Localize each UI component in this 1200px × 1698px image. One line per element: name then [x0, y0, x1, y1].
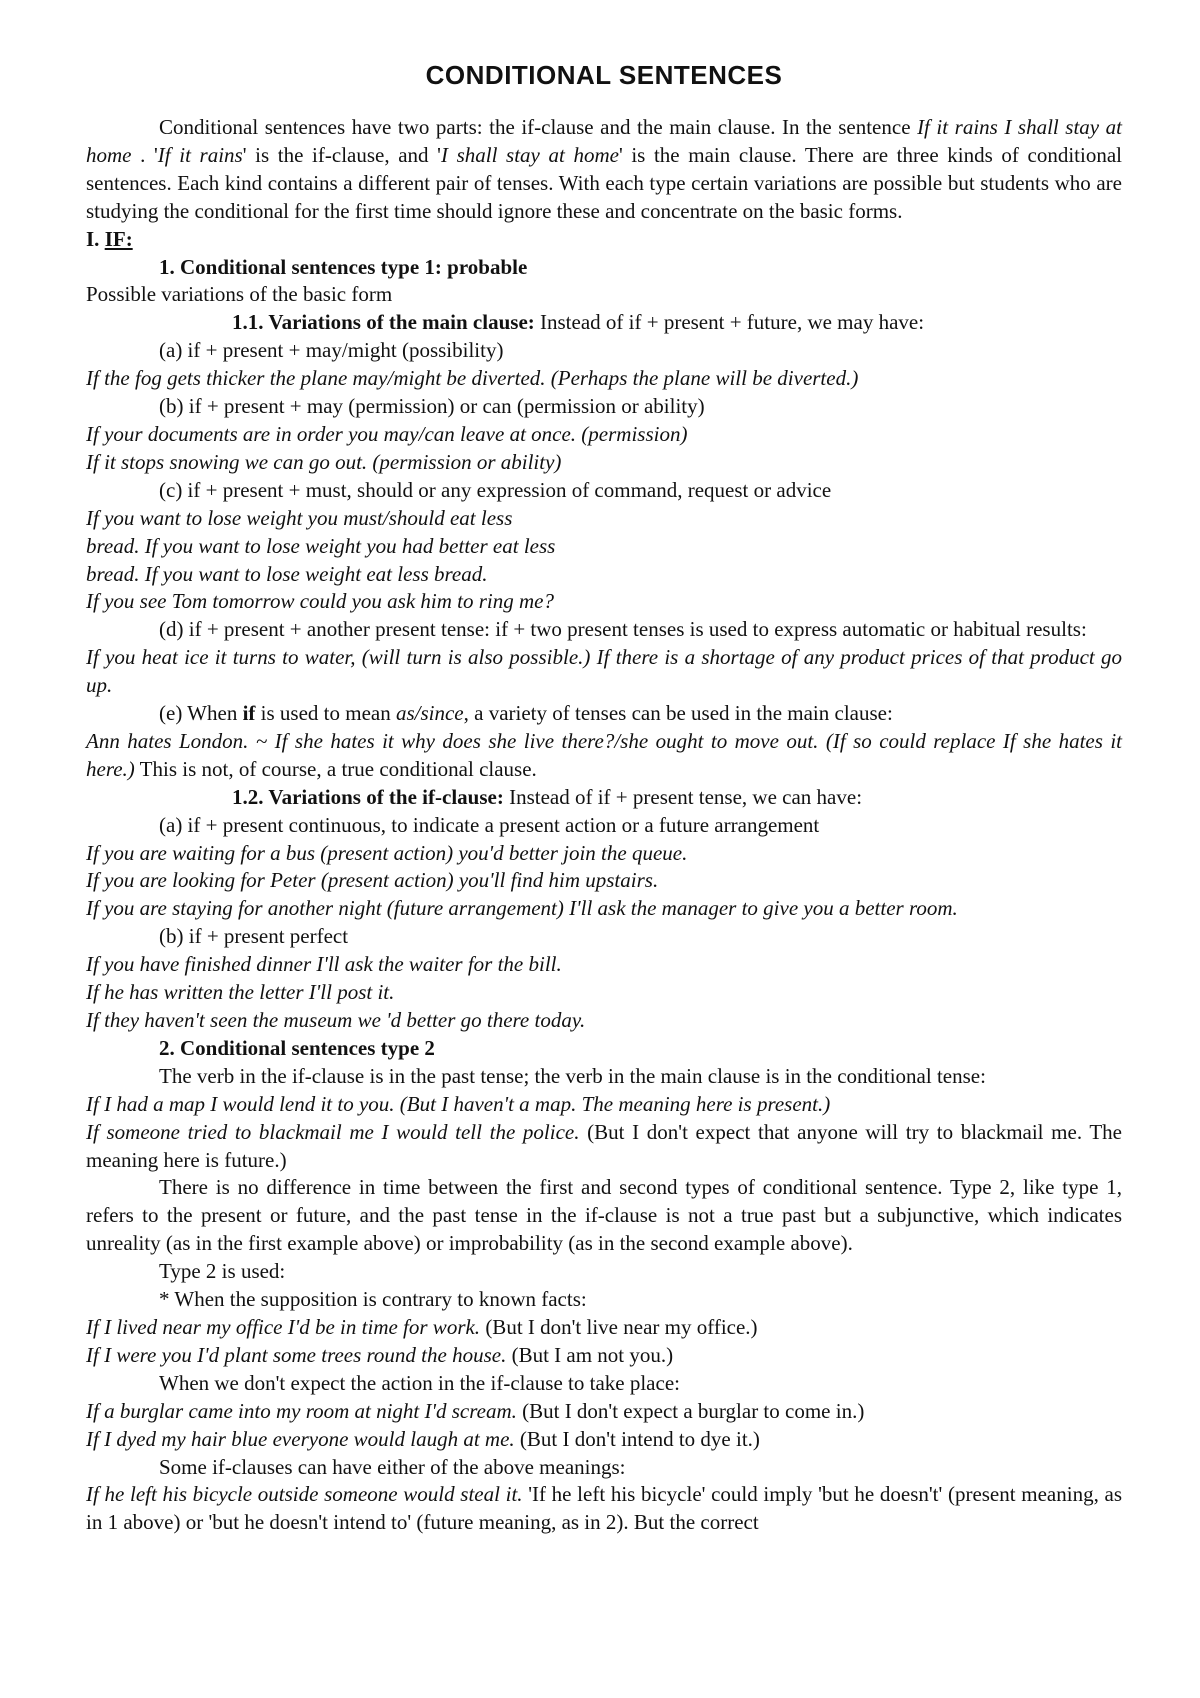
- example: If the fog gets thicker the plane may/might be diverted. (Perhaps the plane will be diverted.): [86, 366, 859, 391]
- example: If it stops snowing we can go out. (permission or ability): [86, 449, 562, 474]
- case-either: Some if-clauses can have either of the above meanings:: [159, 1454, 626, 1479]
- example: If I were you I'd plant some trees round the house. (But I am not you.): [86, 1342, 674, 1367]
- type1-heading: 1. Conditional sentences type 1: probable: [159, 254, 528, 279]
- intro-text: . ': [131, 142, 158, 167]
- if-rule-b: (b) if + present perfect: [159, 924, 349, 949]
- example: If I lived near my office I'd be in time for work. (But I don't live near my office.): [86, 1314, 758, 1339]
- type2-used: Type 2 is used:: [159, 1259, 286, 1284]
- type2-desc: The verb in the if-clause is in the past tense; the verb in the main clause is in the conditional tense:: [159, 1063, 986, 1088]
- example: If they haven't seen the museum we 'd better go there today.: [86, 1008, 586, 1032]
- if-clause-variations: 1.2. Variations of the if-clause: Instead of if + present tense, we can have:: [232, 784, 863, 809]
- example: Ann hates London. ~ If she hates it why does she live there?/she ought to move out. (If so could replace If she hates it here.) This is not, of course, a true conditional clause.: [86, 728, 1122, 781]
- example: bread. If you want to lose weight you had better eat less: [86, 533, 556, 558]
- variations-intro: Possible variations of the basic form: [86, 282, 393, 307]
- document-page: [86, 52, 1122, 1537]
- example: If I had a map I would lend it to you. (But I haven't a map. The meaning here is present.): [86, 1091, 831, 1116]
- example: If your documents are in order you may/can leave at once. (permission): [86, 421, 688, 446]
- page-title: CONDITIONAL SENTENCES: [425, 60, 783, 90]
- example: If someone tried to blackmail me I would tell the police. (But I don't expect that anyone will try to blackmail me. The meaning here is future.): [86, 1119, 1122, 1172]
- case-contrary: * When the supposition is contrary to known facts:: [159, 1287, 587, 1312]
- example: If you have finished dinner I'll ask the waiter for the bill.: [86, 952, 562, 977]
- example: If you heat ice it turns to water, (will turn is also possible.) If there is a shortage of any product prices of that product go up.: [86, 645, 1122, 698]
- rule-e: (e) When if is used to mean as/since, a variety of tenses can be used in the main clause:: [159, 701, 893, 726]
- type2-paragraph: There is no difference in time between the first and second types of conditional sentence. Type 2, like type 1, refers to the present or future, and the past tense in the if-clause is not a true past but a subjunctive, which indicates unreality (as in the first example above) or improbability (as in the second example above).: [86, 1175, 1122, 1256]
- intro-example: If it rains I shall stay at home: [86, 115, 1122, 167]
- example: If you are waiting for a bus (present action) you'd better join the queue.: [86, 840, 688, 865]
- intro-text: ' is the main clause. There are three kinds of conditional sentences. Each kind contains a different pair of tenses. With each type certain variations are possible but students who are studying the conditional for the first time should ignore these and concentrate on the basic forms.: [86, 142, 1123, 223]
- intro-text: ' is the if-clause, and ': [242, 142, 441, 167]
- example: If I dyed my hair blue everyone would laugh at me. (But I don't intend to dye it.): [86, 1426, 760, 1451]
- rule-d: (d) if + present + another present tense: if + two present tenses is used to express automatic or habitual results:: [159, 617, 1087, 642]
- intro-text: Conditional sentences have two parts: the if-clause and the main clause. In the sentence: [159, 115, 918, 139]
- example: If you see Tom tomorrow could you ask him to ring me?: [86, 589, 554, 614]
- intro-example: If it rains: [157, 142, 243, 167]
- type2-heading: 2. Conditional sentences type 2: [159, 1035, 435, 1060]
- example: If he has written the letter I'll post it.: [86, 980, 395, 1005]
- rule-c: (c) if + present + must, should or any expression of command, request or advice: [159, 477, 832, 502]
- rule-b: (b) if + present + may (permission) or can (permission or ability): [159, 394, 705, 419]
- example: bread. If you want to lose weight eat less bread.: [86, 561, 488, 586]
- example: If a burglar came into my room at night I'd scream. (But I don't expect a burglar to come in.): [86, 1398, 865, 1423]
- rule-a: (a) if + present + may/might (possibility): [159, 338, 504, 363]
- example: If he left his bicycle outside someone would steal it. 'If he left his bicycle' could imply 'but he doesn't' (present meaning, as in 1 above) or 'but he doesn't intend to' (future meaning, as in 2). But the correct: [86, 1482, 1122, 1535]
- example: If you are staying for another night (future arrangement) I'll ask the manager to give you a better room.: [86, 896, 958, 921]
- case-unexpected: When we don't expect the action in the if-clause to take place:: [159, 1370, 680, 1395]
- main-clause-variations: 1.1. Variations of the main clause: Instead of if + present + future, we may have:: [232, 310, 925, 335]
- intro-paragraph: [86, 114, 1122, 226]
- example: If you are looking for Peter (present action) you'll find him upstairs.: [86, 868, 659, 893]
- if-rule-a: (a) if + present continuous, to indicate a present action or a future arrangement: [159, 812, 820, 837]
- section-heading: I. IF:: [86, 226, 133, 251]
- example: If you want to lose weight you must/should eat less: [86, 505, 513, 530]
- intro-example: I shall stay at home: [440, 142, 619, 167]
